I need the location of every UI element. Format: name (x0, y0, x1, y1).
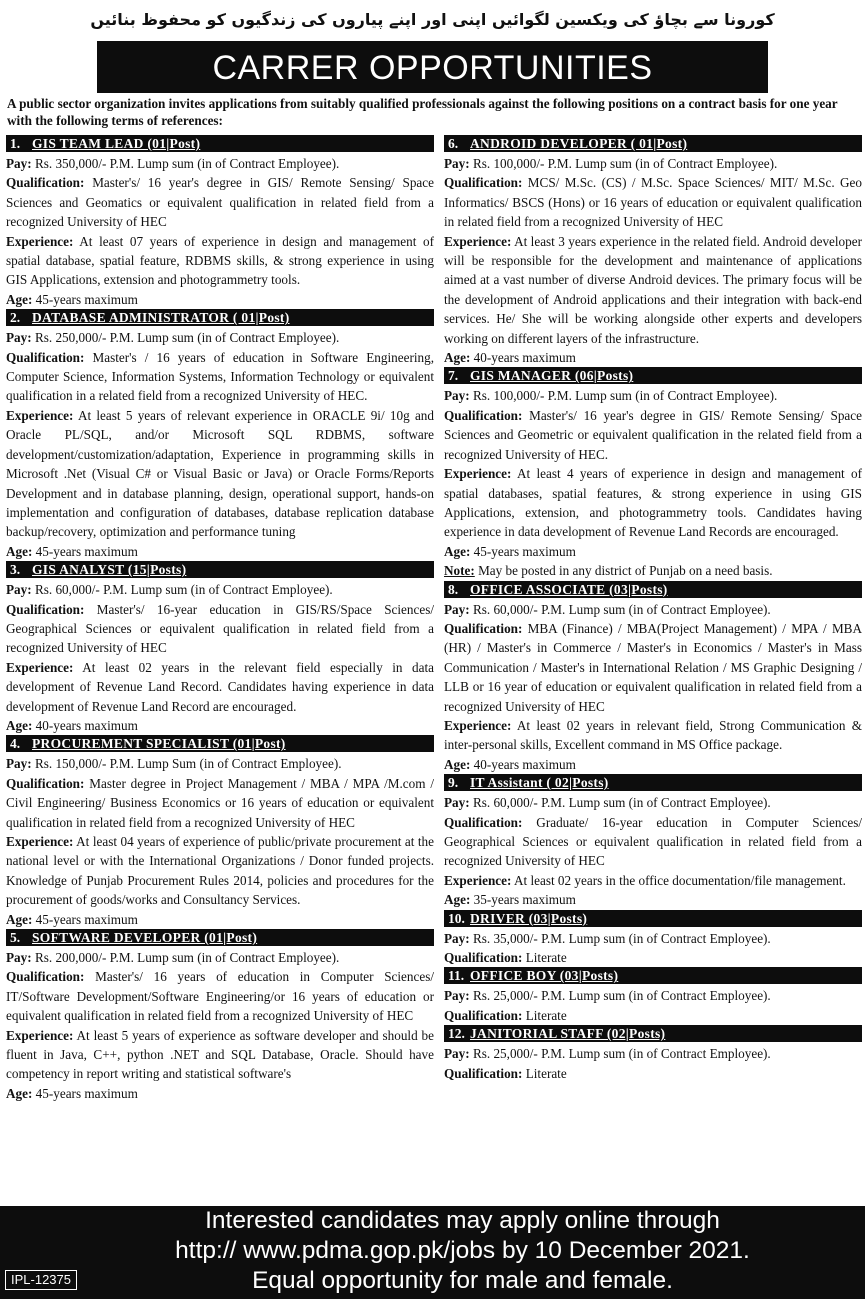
field-label: Age: (6, 543, 33, 559)
field-value: Literate (525, 950, 567, 966)
field-label: Age: (444, 892, 471, 908)
job-age (444, 755, 862, 774)
field-label: Experience: (6, 407, 74, 423)
field-value: At least 02 years in the office documentation/file management. (513, 872, 846, 888)
field-label: Qualification: (6, 175, 85, 191)
field-label: Age: (444, 543, 471, 559)
field-label: Experience: (444, 717, 512, 733)
field-value: Literate (525, 1007, 567, 1023)
job-title: DRIVER (03|Posts) (470, 910, 588, 926)
field-label: Qualification: (444, 407, 523, 423)
job-title: OFFICE ASSOCIATE (03|Posts) (470, 581, 668, 597)
field-label: Qualification: (6, 775, 85, 791)
job-listing (6, 561, 434, 735)
field-value: At least 5 years of experience as software developer and should be fluent in Java, C++, python .NET and SQL Database, Oracle. Should have competency in report writing and statistical software's (6, 1027, 434, 1082)
job-qualification (6, 774, 434, 832)
job-listing (6, 929, 434, 1103)
field-value: Rs. 60,000/- P.M. Lump sum (in of Contract Employee). (472, 601, 771, 617)
field-value: At least 5 years of relevant experience in ORACLE 9i/ 10g and Oracle PL/SQL, and/or Microsoft SQL RDBMS, software development/customization/adaptation, Experience in programming skills in Microsoft .Net (Visual C# or Visual Basic or Java) or Oracle Forms/Reports Development and in database planning, design, operational support, hands-on implementation and configuration of databases, database replication database backup/recovery, optimization and performance tuning (6, 407, 434, 540)
field-value: 45-years maximum (35, 1085, 138, 1101)
job-title: JANITORIAL STAFF (02|Posts) (470, 1026, 666, 1042)
job-number: 7. (448, 368, 459, 384)
field-label: Experience: (6, 659, 74, 675)
job-qualification (6, 600, 434, 658)
job-header (6, 735, 434, 752)
job-pay (444, 154, 862, 173)
field-value: Master's/ 16 year's degree in GIS/ Remote Sensing/ Space Sciences and Geomatics or equivalent qualification in related field from a recognized University of HEC (6, 175, 434, 230)
job-experience (6, 1026, 434, 1084)
job-experience (6, 406, 434, 542)
urdu-vaccination-slogan: کورونا سے بچاؤ کی ویکسین لگوائیں اپنی اور اپنے پیاروں کی زندگیوں کو محفوظ بنائیں (90, 10, 775, 29)
field-label: Pay: (444, 1046, 470, 1062)
job-experience (6, 232, 434, 290)
field-value: Rs. 200,000/- P.M. Lump sum (in of Contract Employee). (34, 950, 340, 966)
job-qualification (6, 967, 434, 1025)
field-label: Age: (6, 911, 33, 927)
field-value: Rs. 35,000/- P.M. Lump sum (in of Contract Employee). (472, 930, 771, 946)
field-label: Pay: (6, 756, 32, 772)
field-value: Rs. 25,000/- P.M. Lump sum (in of Contract Employee). (472, 988, 771, 1004)
field-label: Experience: (6, 834, 74, 849)
field-value: 45-years maximum (35, 911, 138, 927)
job-listing (444, 774, 862, 909)
field-label: Pay: (444, 795, 470, 811)
field-label: Qualification: (6, 969, 85, 985)
field-value: 40-years maximum (473, 350, 576, 366)
job-qualification (6, 173, 434, 231)
job-number: 1. (10, 136, 21, 151)
job-header (444, 774, 862, 791)
field-value: Rs. 60,000/- P.M. Lump sum (in of Contract Employee). (472, 795, 771, 811)
field-value: Rs. 150,000/- P.M. Lump Sum (in of Contract Employee). (34, 756, 342, 772)
field-label: Qualification: (444, 1065, 523, 1081)
intro-paragraph: A public sector organization invites applications from suitably qualified professionals against the following positions on a contract basis for one year with the following terms of references: (7, 96, 838, 128)
field-value: MCS/ M.Sc. (CS) / M.Sc. Space Sciences/ MIT/ M.Sc. Geo Informatics/ BSCS (Hons) or 16 years of education or equivalent qualification in related field from a recognized University of HEC (444, 175, 862, 230)
job-listing (444, 967, 862, 1025)
field-value: Rs. 250,000/- P.M. Lump sum (in of Contract Employee). (34, 330, 340, 346)
field-value: Master degree in Project Management / MBA / MPA /M.com / Civil Engineering/ Business Economics or 16 years of education or equivalent qualification in related field from a recognized University of HEC (6, 775, 434, 830)
field-value: At least 3 years experience in the related field. Android developer will be responsible for the development and maintenance of applications aimed at a vast number of diverse Android devices. The primary focus will be the development of Android applications and their integration with back-end services. He/ She will be working alongside other experts and developers working on different layers of the infrastructure. (444, 233, 862, 346)
field-value: Rs. 60,000/- P.M. Lump sum (in of Contract Employee). (34, 582, 333, 598)
field-value: MBA (Finance) / MBA(Project Management) / MPA / MBA (HR) / Master's in Commerce / Master's in Economics / Master's in Mass Communication / Master's in International Relation / MS Graphic Designing / LLB or 16 year of education or equivalent qualification in related field from a recognized University of HEC (444, 620, 862, 714)
job-pay (444, 929, 862, 948)
field-value: Literate (525, 1065, 567, 1081)
job-pay (6, 754, 434, 773)
field-label: Qualification: (444, 620, 523, 636)
job-note (444, 561, 862, 580)
job-number: 3. (10, 562, 21, 578)
job-number: 6. (448, 136, 459, 151)
field-value: 45-years maximum (473, 543, 576, 559)
job-age (6, 290, 434, 309)
job-listing (6, 735, 434, 929)
field-label: Experience: (444, 872, 512, 888)
field-label: Experience: (6, 233, 74, 249)
job-header (444, 967, 862, 984)
job-header (6, 561, 434, 578)
field-value: Rs. 100,000/- P.M. Lump sum (in of Contract Employee). (472, 156, 778, 171)
job-qualification (444, 1006, 862, 1025)
job-experience (444, 716, 862, 755)
job-age (444, 348, 862, 367)
field-value: May be posted in any district of Punjab on a need basis. (478, 563, 773, 579)
job-experience (6, 658, 434, 716)
field-value: Rs. 25,000/- P.M. Lump sum (in of Contract Employee). (472, 1046, 771, 1062)
job-pay (444, 1044, 862, 1063)
job-age (6, 542, 434, 561)
job-age (444, 542, 862, 561)
field-value: Master's/ 16 year's degree in GIS/ Remote Sensing/ Space Sciences and Geometric or equivalent qualification in the related field from a recognized University of HEC. (444, 407, 862, 462)
job-listing (444, 367, 862, 580)
job-age (444, 890, 862, 909)
job-header (6, 929, 434, 946)
footer-line-1: Interested candidates may apply online through (205, 1207, 720, 1234)
job-age (6, 1084, 434, 1103)
footer-line-3: Equal opportunity for male and female. (252, 1267, 673, 1294)
job-number: 11. (448, 968, 465, 984)
job-number: 8. (448, 581, 459, 597)
job-pay (444, 986, 862, 1005)
job-age (6, 910, 434, 929)
field-value: Rs. 100,000/- P.M. Lump sum (in of Contract Employee). (472, 388, 778, 404)
page-title: CARRER OPPORTUNITIES (97, 41, 768, 93)
job-title: GIS TEAM LEAD (01|Post) (32, 136, 201, 151)
field-label: Qualification: (444, 950, 523, 966)
field-label: Experience: (6, 1027, 74, 1043)
job-age (6, 716, 434, 735)
field-label: Pay: (444, 156, 470, 171)
job-experience (6, 832, 434, 910)
job-number: 4. (10, 736, 21, 752)
job-title: IT Assistant ( 02|Posts) (470, 775, 609, 791)
field-label: Pay: (6, 950, 32, 966)
left-column (6, 135, 434, 1103)
job-title: PROCUREMENT SPECIALIST (01|Post) (32, 736, 286, 752)
field-value: 35-years maximum (473, 892, 576, 908)
field-value: 45-years maximum (35, 543, 138, 559)
job-qualification (444, 173, 862, 231)
field-value: Rs. 350,000/- P.M. Lump sum (in of Contract Employee). (34, 156, 340, 171)
job-title: GIS ANALYST (15|Posts) (32, 562, 187, 578)
field-label: Pay: (444, 930, 470, 946)
job-pay (444, 600, 862, 619)
job-number: 12. (448, 1026, 465, 1042)
right-column (444, 135, 862, 1083)
field-label: Qualification: (444, 1007, 523, 1023)
job-title: GIS MANAGER (06|Posts) (470, 368, 634, 384)
footer-banner (0, 1206, 865, 1299)
job-title: OFFICE BOY (03|Posts) (470, 968, 619, 984)
job-pay (6, 328, 434, 347)
field-label: Pay: (6, 156, 32, 171)
field-label: Age: (6, 717, 33, 733)
field-value: 45-years maximum (35, 291, 138, 307)
job-header (6, 309, 434, 326)
job-qualification (444, 1064, 862, 1083)
job-title: SOFTWARE DEVELOPER (01|Post) (32, 930, 258, 946)
job-header (444, 581, 862, 598)
field-value: 40-years maximum (35, 717, 138, 733)
job-listing (444, 135, 862, 367)
job-header (444, 367, 862, 384)
field-value: At least 02 years in relevant field, Strong Communication & inter-personal skills, Excellent command in MS Office package. (444, 717, 862, 753)
field-label: Age: (6, 1085, 33, 1101)
field-label: Pay: (444, 601, 470, 617)
field-label: Age: (6, 291, 33, 307)
job-listing (6, 309, 434, 561)
field-value: At least 04 years of experience of public/private procurement at the national level or with the International Organizations / Donor funded projects. Knowledge of Punjab Procurement Rules 2014, policies and procedures for the procurement of goods/works and Consultancy Services. (6, 834, 434, 908)
field-label: Qualification: (6, 601, 85, 617)
job-header (6, 135, 434, 152)
job-qualification (6, 348, 434, 406)
ipl-code-box: IPL-12375 (5, 1270, 77, 1290)
job-pay (444, 793, 862, 812)
field-label: Age: (444, 350, 471, 366)
field-label: Note: (444, 563, 475, 579)
field-value: At least 4 years of experience in design and management of spatial databases, spatial features, & strong experience in using GIS Applications, extension, and photogrammetry tools. Candidates having experience in data development of Revenue Land Records are encouraged. (444, 466, 862, 540)
job-header (444, 135, 862, 152)
field-value: Master's/ 16-year education in GIS/RS/Space Sciences/ Geographical Sciences or equivalent qualification in related field from a recognized University of HEC (6, 601, 434, 656)
job-listing (444, 1025, 862, 1083)
job-pay (6, 154, 434, 173)
footer-line-2: http:// www.pdma.gop.pk/jobs by 10 December 2021. (175, 1237, 750, 1264)
job-title: ANDROID DEVELOPER ( 01|Post) (470, 136, 688, 151)
field-label: Age: (444, 756, 471, 772)
job-listing (444, 910, 862, 968)
job-experience (444, 464, 862, 542)
job-experience (444, 871, 862, 890)
job-number: 2. (10, 310, 21, 326)
field-value: At least 07 years of experience in design and management of spatial database, spatial feature, RDBMS skills, & strong experience in using GIS Applications, extension and photogrammetry tools. (6, 233, 434, 288)
job-qualification (444, 406, 862, 464)
job-qualification (444, 813, 862, 871)
job-number: 5. (10, 930, 21, 946)
job-header (444, 1025, 862, 1042)
job-pay (6, 948, 434, 967)
job-pay (444, 386, 862, 405)
field-label: Qualification: (444, 175, 523, 191)
field-value: 40-years maximum (473, 756, 576, 772)
job-qualification (444, 948, 862, 967)
job-experience (444, 232, 862, 348)
job-listing (6, 135, 434, 309)
field-label: Pay: (6, 330, 32, 346)
field-value: At least 02 years in the relevant field especially in data development of Revenue Land Record. Candidates having experience in data development of Revenue Land Record are encouraged. (6, 659, 434, 714)
job-number: 10. (448, 910, 465, 926)
field-label: Experience: (444, 233, 512, 249)
field-label: Pay: (6, 582, 32, 598)
job-pay (6, 580, 434, 599)
field-value: Graduate/ 16-year education in Computer Sciences/ Geographical Sciences or equivalent qualification in related field from a recognized University of HEC (444, 814, 863, 869)
field-label: Experience: (444, 466, 512, 482)
field-label: Qualification: (444, 814, 523, 830)
field-label: Qualification: (6, 349, 85, 365)
job-qualification (444, 619, 862, 716)
field-value: Master's / 16 years of education in Software Engineering, Computer Science, Information Systems, Information Technology or equivalent qualification in a related field from a recognized University of HEC. (6, 349, 434, 404)
job-header (444, 910, 862, 927)
job-listing (444, 581, 862, 775)
field-value: Master's/ 16 years of education in Computer Sciences/ IT/Software Development/Software Engineering/or 16 years of education or equivalent qualification in related field from a recognized University of HEC (6, 969, 434, 1024)
field-label: Pay: (444, 388, 470, 404)
job-number: 9. (448, 775, 459, 791)
job-title: DATABASE ADMINISTRATOR ( 01|Post) (32, 310, 290, 326)
field-label: Pay: (444, 988, 470, 1004)
